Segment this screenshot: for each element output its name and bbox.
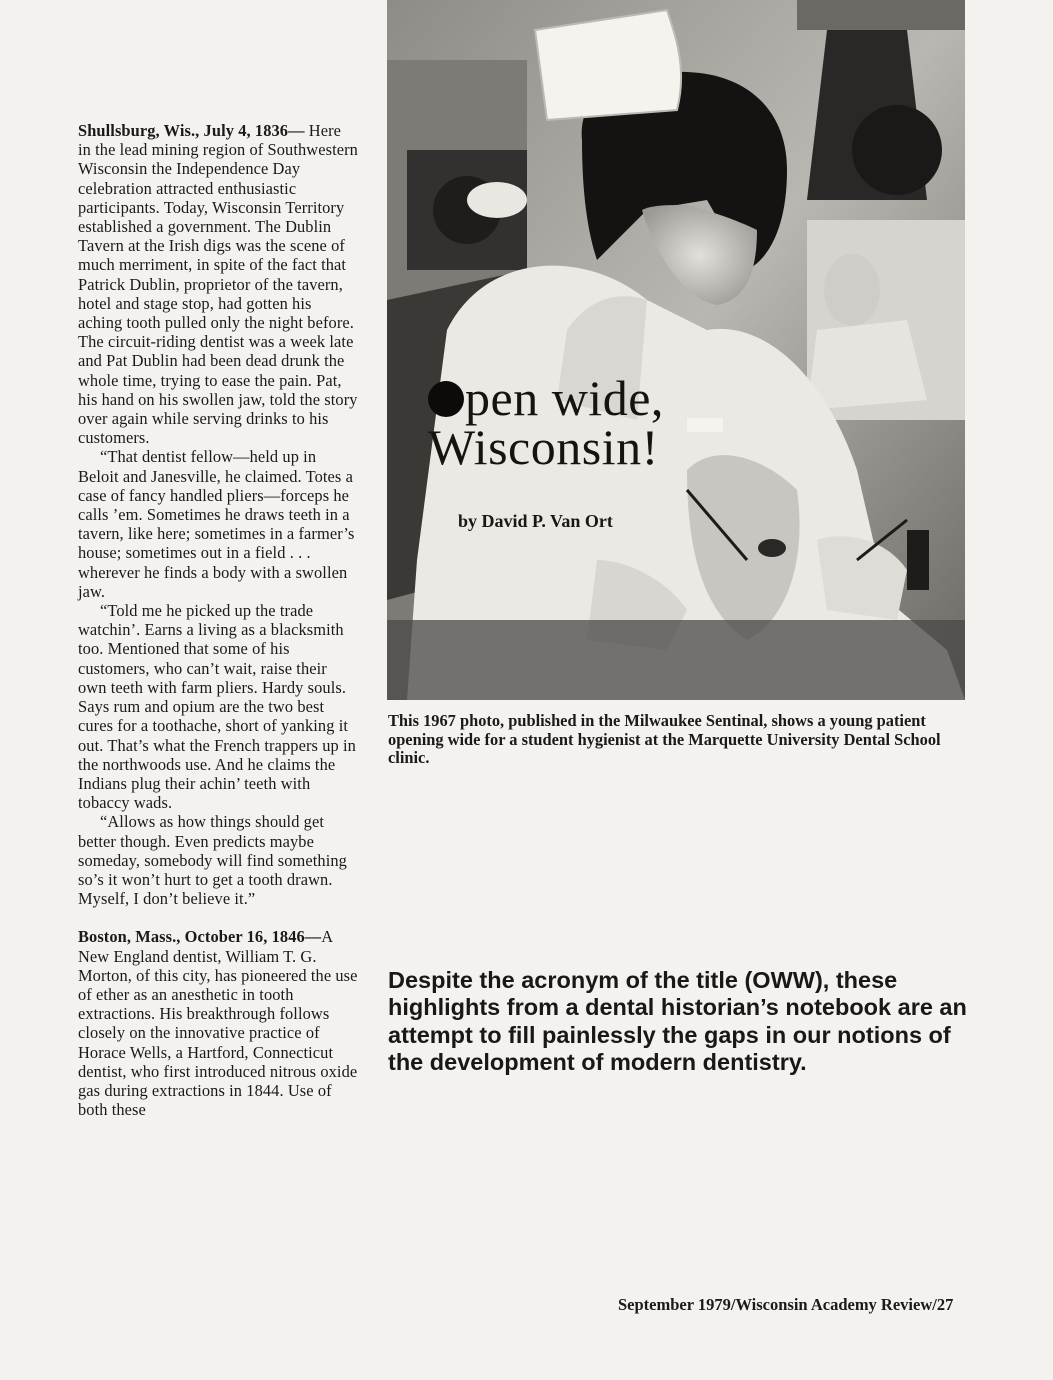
article-deck: Despite the acronym of the title (OWW), these highlights from a dental historian’s notebook are an attempt to fill painlessly the gaps in our notions of the development of modern dentistry. — [388, 967, 967, 1075]
paragraph — [78, 121, 358, 447]
paragraph-text: Here in the lead mining region of Southwestern Wisconsin the Independence Day celebration attracted enthusiastic participants. Today, Wisconsin Territory established a government. The Dublin Tavern at the Irish digs was the scene of much merriment, in spite of the fact that Patrick Dublin, proprietor of the tavern, hotel and stage stop, had gotten his aching tooth pulled only the night before. The circuit-riding dentist was a week late and Pat Dublin had been dead drunk the whole time, trying to ease the pain. Pat, his hand on his swollen jaw, told the story over again while serving drinks to his customers. — [78, 121, 358, 448]
paragraph — [78, 927, 358, 1119]
byline: by David P. Van Ort — [458, 511, 613, 531]
dateline-boston: Boston, Mass., October 16, 1846— — [78, 927, 322, 947]
body-text-column — [78, 121, 358, 1119]
paragraph-text: A New England dentist, William T. G. Morton, of this city, has pioneered the use of ether as an anesthetic in tooth extractions. His breakthrough follows closely on the innovative practice of Horace Wells, a Hartford, Connecticut dentist, who first introduced nitrous oxide gas during extractions in 1844. Use of both these — [78, 927, 358, 1120]
photo-caption: This 1967 photo, published in the Milwaukee Sentinal, shows a young patient opening wide for a student hygienist at the Marquette University Dental School clinic. — [388, 711, 941, 767]
paragraph: “That dentist fellow—held up in Beloit and Janesville, he claimed. Totes a case of fancy handled pliers—forceps he calls ’em. Sometimes he draws teeth in a tavern, like here; sometimes in a farmer’s house; sometimes out in a field . . . wherever he finds a body with a swollen jaw. — [78, 447, 355, 601]
paragraph: “Allows as how things should get better though. Even predicts maybe someday, somebody will find something so’s it won’t hurt to get a tooth drawn. Myself, I don’t believe it.” — [78, 812, 347, 909]
title-line-1: pen wide, — [465, 370, 664, 426]
title-line-2: Wisconsin! — [428, 419, 659, 475]
article-title — [428, 370, 664, 475]
paragraph: “Told me he picked up the trade watchin’. Earns a living as a blacksmith too. Mentioned that some of his customers, who can’t wait, raise their own teeth with farm pliers. Hardy souls. Says rum and opium are the two best cures for a toothache, short of yanking it out. That’s what the French trappers up in the northwoods use. And he claims the Indians plug their achin’ teeth with tobaccy wads. — [78, 601, 356, 813]
dateline-shullsburg: Shullsburg, Wis., July 4, 1836— — [78, 121, 305, 140]
title-initial-o-dot — [428, 381, 464, 417]
page-footer-folio: September 1979/Wisconsin Academy Review/27 — [618, 1295, 954, 1314]
dental-clinic-photo — [387, 0, 965, 700]
